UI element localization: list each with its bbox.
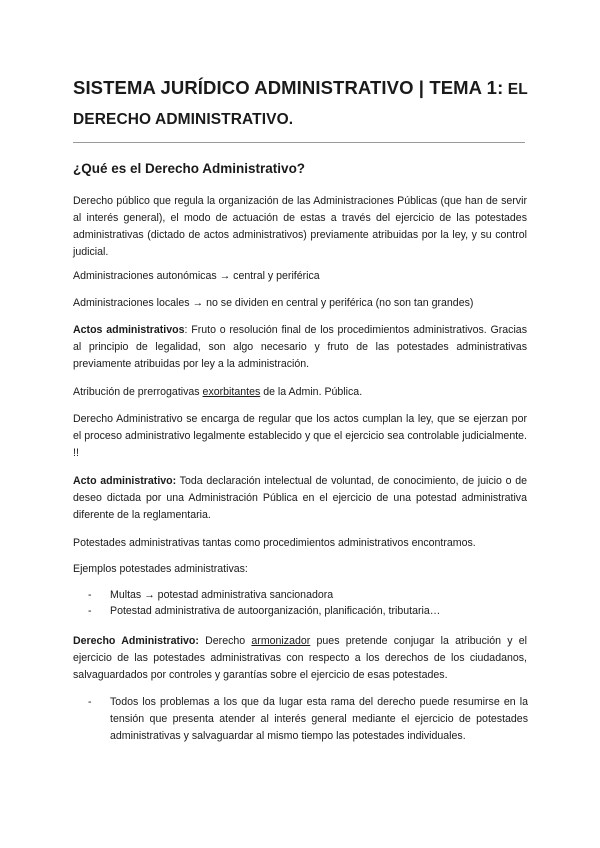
bullet-dash: - (88, 589, 92, 601)
acto-administrativo-text: Toda declaración intelectual de voluntad, de conocimiento, de juicio o de deseo dictada por una Administración Pública en el ejercicio de una potestad administrativa diferente de la reglamentaria. (73, 475, 527, 521)
prerrogativas-after: de la Admin. Pública. (260, 386, 363, 398)
title-main: SISTEMA JURÍDICO ADMINISTRATIVO | TEMA 1: (73, 77, 504, 98)
armonizador-text: pues pretende conjugar la atribución y el ejercicio de las potestades administrativas con respecto a los derechos de los ciudadanos, salvaguardados por controles y garantías sobre el ejercicio de esas potestades. (73, 635, 527, 681)
paragraph-potestades: Potestades administrativas tantas como procedimientos administrativos encontramos. (73, 537, 476, 549)
list-item (88, 587, 528, 603)
title-divider (73, 142, 525, 143)
title-sub-inline: EL (503, 81, 528, 98)
paragraph-acto-administrativo (73, 473, 527, 524)
prerrogativas-before: Atribución de prerrogativas (73, 386, 203, 398)
actos-administrativos-text: : Fruto o resolución final de los procedimientos administrativos. Gracias al principio de legalidad, son algo necesario y fruto de las potestades administrativas previamente atribuidas por ley a la administración. (73, 324, 527, 370)
paragraph-ejemplos-heading: Ejemplos potestades administrativas: (73, 563, 248, 575)
example-text: Potestad administrativa de autoorganización, planificación, tributaria… (110, 605, 441, 617)
final-point-text: Todos los problemas a los que da lugar esta rama del derecho puede resumirse en la tensión que presenta atender al interés general mediante el ejercicio de potestades administrativas y salvaguardar al mismo tiempo las potestades individuales. (110, 696, 528, 742)
paragraph-autonomicas: Administraciones autonómicas → central y periférica (73, 270, 320, 282)
term-acto-administrativo: Acto administrativo: (73, 475, 177, 487)
term-armonizador: armonizador (251, 635, 311, 647)
term-actos-administrativos: Actos administrativos (73, 324, 185, 336)
paragraph-prerrogativas (73, 384, 527, 401)
bullet-dash: - (88, 605, 92, 617)
paragraph-regulacion: Derecho Administrativo se encarga de regular que los actos cumplan la ley, que se ejerzan por el proceso administrativo legalmente establecido y que el ejercicio sea controlable judicialmente. !! (73, 413, 527, 459)
term-exorbitantes: exorbitantes (202, 386, 261, 398)
paragraph-derecho-armonizador (73, 633, 527, 684)
paragraph-locales: Administraciones locales → no se dividen en central y periférica (no son tan grandes) (73, 297, 474, 309)
example-text: Multas → potestad administrativa sancionadora (110, 589, 334, 601)
paragraph-definition: Derecho público que regula la organización de las Administraciones Públicas (que han de servir al interés general), el modo de actuación de estas a través del ejercicio de las potestades administrativas (dictado de actos administrativos) previamente atribuidas por la ley, y su control judicial. (73, 195, 527, 258)
list-item (88, 603, 528, 619)
examples-list (88, 587, 528, 619)
final-points-list (88, 694, 528, 745)
bullet-dash: - (88, 696, 92, 708)
term-derecho-administrativo: Derecho Administrativo: (73, 635, 199, 647)
list-item (88, 694, 528, 745)
armonizador-mid: Derecho (198, 635, 252, 647)
title-line2: DERECHO ADMINISTRATIVO. (73, 111, 294, 128)
document-title (73, 74, 533, 134)
paragraph-actos-administrativos (73, 322, 527, 373)
section-heading: ¿Qué es el Derecho Administrativo? (73, 161, 306, 176)
